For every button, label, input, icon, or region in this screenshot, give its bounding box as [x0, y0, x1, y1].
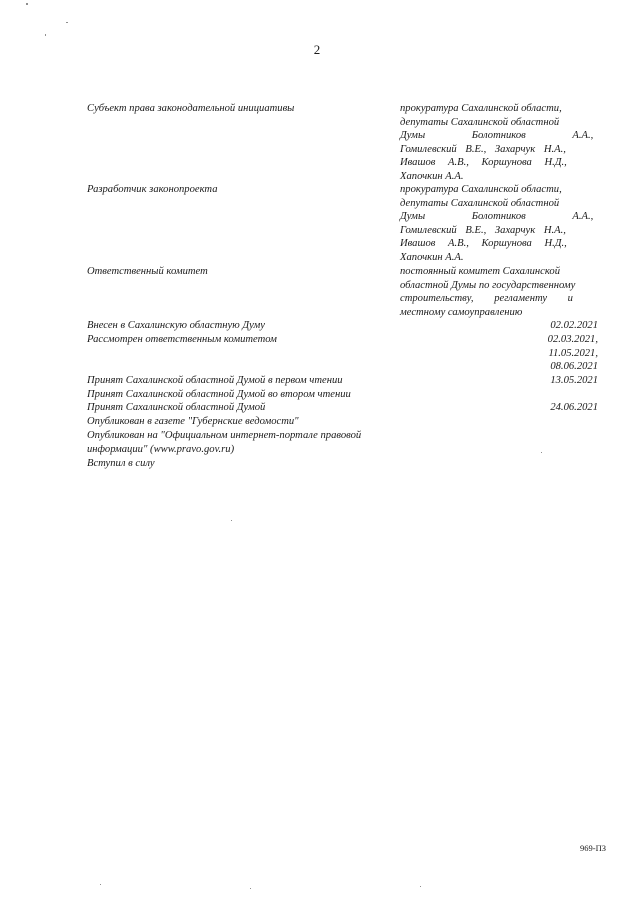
subject-line: прокуратура Сахалинской области, [400, 103, 562, 114]
first-reading-date: 13.05.2021 [550, 375, 598, 386]
developer-label: Разработчик законопроекта [87, 184, 218, 195]
adopted-date: 24.06.2021 [550, 402, 598, 413]
subject-line: Ивашов А.В., Коршунова Н.Д., [400, 157, 567, 169]
published-gazette-label: Опубликован в газете "Губернские ведомости" [87, 416, 299, 427]
subject-line: Хапочкин А.А. [400, 170, 464, 182]
subject-line: Гомилевский В.Е., Захарчук Н.А., [400, 143, 566, 155]
published-portal-line: информации" (www.pravo.gov.ru) [87, 443, 235, 455]
introduced-label: Внесен в Сахалинскую областную Думу [87, 320, 265, 331]
subject-value [400, 102, 597, 184]
reviewed-date: 02.03.2021, [547, 334, 598, 345]
committee-line: строительству, регламенту и [400, 293, 573, 305]
scan-speck [26, 3, 28, 5]
published-portal-line: Опубликован на "Официальном интернет-портале правовой [87, 430, 362, 441]
committee-value [400, 265, 597, 319]
reviewed-date: 08.06.2021 [550, 361, 598, 373]
scan-speck [66, 22, 68, 23]
first-reading-label: Принят Сахалинской областной Думой в первом чтении [87, 375, 343, 386]
committee-line: местному самоуправлению [400, 306, 523, 318]
adopted-label: Принят Сахалинской областной Думой [87, 402, 266, 413]
developer-value [400, 183, 597, 265]
page-number: 2 [313, 42, 321, 57]
subject-line: Думы Болотников А.А., [400, 130, 594, 142]
scan-speck [250, 888, 251, 889]
developer-line: прокуратура Сахалинской области, [400, 184, 562, 195]
subject-line: депутаты Сахалинской областной [400, 116, 560, 128]
introduced-date: 02.02.2021 [550, 320, 598, 331]
scan-speck [231, 520, 232, 521]
in-force-label: Вступил в силу [87, 458, 155, 469]
scan-speck [100, 884, 101, 885]
scan-speck [45, 34, 46, 36]
developer-line: Ивашов А.В., Коршунова Н.Д., [400, 238, 567, 250]
published-portal-label [87, 429, 407, 456]
developer-line: Гомилевский В.Е., Захарчук Н.А., [400, 224, 566, 236]
reviewed-dates [470, 333, 598, 374]
committee-line: постоянный комитет Сахалинской [400, 266, 560, 277]
committee-line: областной Думы по государственному [400, 279, 576, 291]
reviewed-date: 11.05.2021, [548, 347, 598, 359]
scan-speck [541, 452, 542, 453]
developer-line: Хапочкин А.А. [400, 251, 464, 263]
scan-speck [420, 886, 421, 887]
reviewed-label: Рассмотрен ответственным комитетом [87, 334, 277, 345]
second-reading-label: Принят Сахалинской областной Думой во втором чтении [87, 389, 351, 400]
subject-label: Субъект права законодательной инициативы [87, 103, 295, 114]
committee-label: Ответственный комитет [87, 266, 208, 277]
footer-document-code: 969-ПЗ [580, 843, 606, 853]
developer-line: Думы Болотников А.А., [400, 211, 594, 223]
developer-line: депутаты Сахалинской областной [400, 197, 560, 209]
